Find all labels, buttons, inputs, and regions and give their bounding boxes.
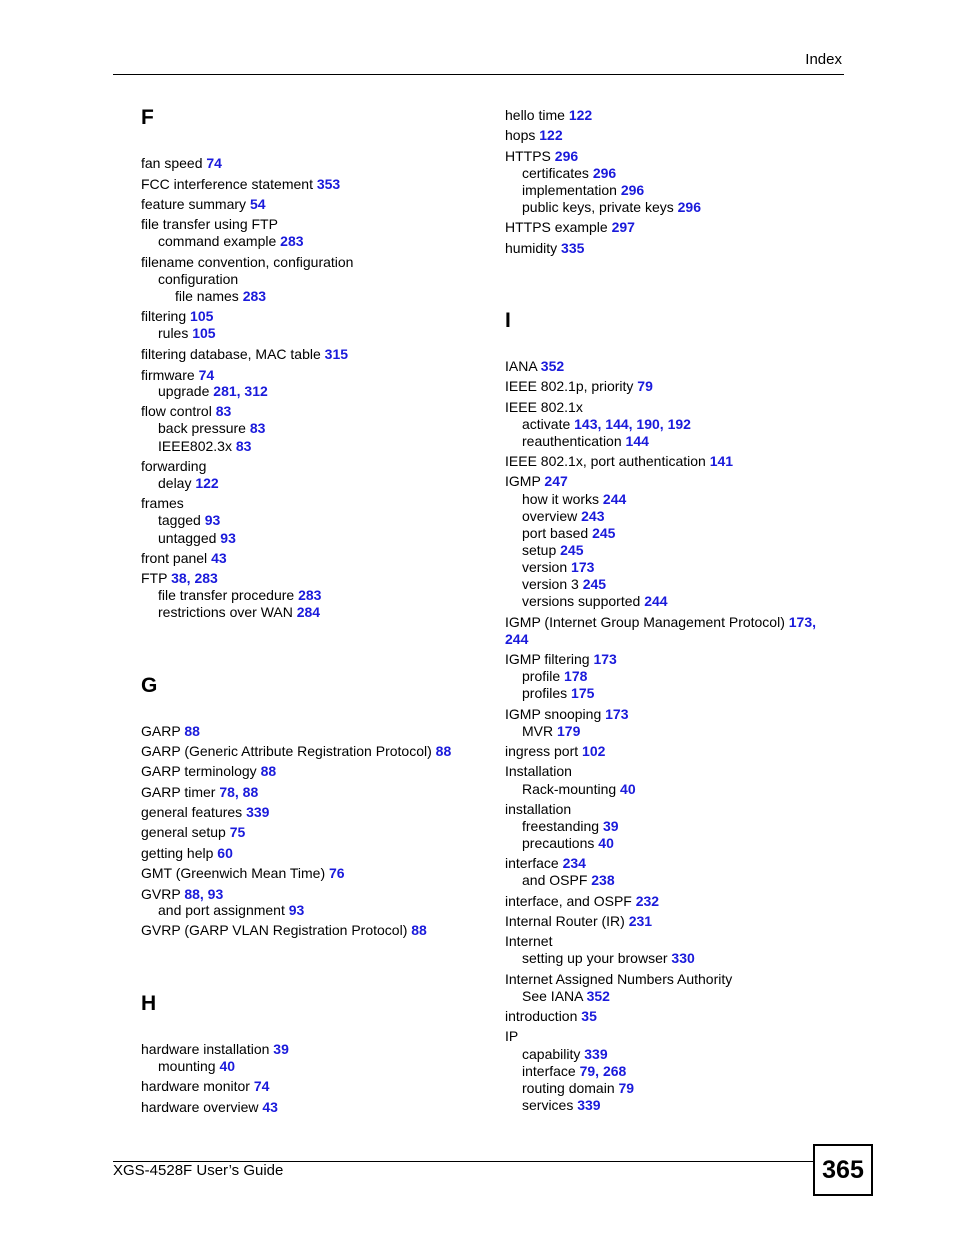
- index-term: hardware installation: [141, 1041, 274, 1057]
- page-reference-link[interactable]: 296: [554, 148, 579, 164]
- index-entry: [522, 685, 594, 702]
- index-term: port based: [522, 525, 593, 541]
- page-reference-link[interactable]: 93: [204, 512, 221, 528]
- page-reference-link[interactable]: 296: [592, 165, 617, 181]
- index-term: GARP: [141, 723, 185, 739]
- page-reference-link[interactable]: 190: [636, 416, 660, 432]
- page-reference-link[interactable]: 79: [618, 1080, 635, 1096]
- index-term: Rack-mounting: [522, 781, 621, 797]
- index-term: reauthentication: [522, 433, 626, 449]
- page-reference-link[interactable]: 243: [581, 508, 605, 524]
- index-entry: [505, 473, 568, 490]
- index-entry: [141, 804, 269, 821]
- page-reference-link[interactable]: 283: [242, 288, 267, 304]
- index-term: back pressure: [158, 420, 250, 436]
- page-reference-link[interactable]: 232: [635, 893, 660, 909]
- index-term: MVR: [522, 723, 557, 739]
- index-term: GVRP (GARP VLAN Registration Protocol): [141, 922, 412, 938]
- index-term: feature summary: [141, 196, 250, 212]
- index-term: IP: [505, 1028, 519, 1044]
- page-reference-link[interactable]: 173: [593, 651, 617, 667]
- index-entry: [141, 743, 451, 760]
- index-entry: [158, 420, 265, 437]
- page-reference-link[interactable]: 339: [246, 804, 270, 820]
- index-entry: [522, 182, 644, 199]
- index-entry: [522, 818, 619, 835]
- index-term: file names: [175, 288, 243, 304]
- index-term: interface, and OSPF: [505, 893, 636, 909]
- index-entry: [175, 288, 266, 305]
- page-reference-link[interactable]: 143: [574, 416, 598, 432]
- index-entry: [505, 933, 552, 950]
- index-entry: [141, 1078, 269, 1095]
- index-entry: [158, 271, 238, 288]
- header-rule: [113, 74, 844, 75]
- index-term: setting up your browser: [522, 950, 672, 966]
- index-term: GMT (Greenwich Mean Time): [141, 865, 330, 881]
- index-entry: [505, 763, 572, 780]
- page-reference-link[interactable]: 192: [667, 416, 691, 432]
- page-reference-link[interactable]: 296: [677, 199, 701, 215]
- index-term: filename convention, configuration: [141, 254, 354, 270]
- index-entry: [505, 614, 816, 631]
- index-term: setup: [522, 542, 561, 558]
- index-entry: [505, 706, 629, 723]
- index-entry: [158, 902, 304, 919]
- index-entry: [505, 893, 659, 910]
- index-entry: [141, 570, 218, 587]
- index-entry: [505, 1028, 518, 1045]
- page-reference-link[interactable]: 83: [235, 438, 252, 454]
- page-reference-link[interactable]: 244: [505, 631, 529, 647]
- index-entry: [505, 219, 635, 236]
- page-reference-link[interactable]: 40: [598, 835, 614, 851]
- index-entry: [522, 872, 615, 889]
- index-entry: [522, 199, 701, 216]
- page-reference-link[interactable]: 88: [242, 784, 259, 800]
- index-term: delay: [158, 475, 196, 491]
- page-reference-link[interactable]: 178: [564, 668, 588, 684]
- page-reference-link[interactable]: 173: [605, 706, 629, 722]
- index-entry: [522, 781, 636, 798]
- page-reference-link[interactable]: 231: [628, 913, 653, 929]
- index-term: See IANA: [522, 988, 587, 1004]
- index-term: IGMP: [505, 473, 545, 489]
- page-reference-link[interactable]: 315: [324, 346, 349, 362]
- index-entry: [141, 196, 266, 213]
- page-separator: ,: [597, 416, 606, 432]
- page-reference-link[interactable]: 245: [582, 576, 607, 592]
- page-reference-link[interactable]: 43: [211, 550, 227, 566]
- index-term: precautions: [522, 835, 599, 851]
- index-term: FCC interference statement: [141, 176, 317, 192]
- index-term: rules: [158, 325, 193, 341]
- index-entry: [141, 216, 278, 233]
- page-reference-link[interactable]: 43: [262, 1099, 278, 1115]
- index-term: Installation: [505, 763, 572, 779]
- page-reference-link[interactable]: 268: [602, 1063, 627, 1079]
- index-term: and OSPF: [522, 872, 592, 888]
- index-entry: [522, 593, 668, 610]
- index-entry: [505, 399, 583, 416]
- page-reference-link[interactable]: 76: [329, 865, 345, 881]
- page-reference-link[interactable]: 335: [561, 240, 585, 256]
- index-entry: [522, 165, 616, 182]
- page-reference-link[interactable]: 339: [577, 1097, 601, 1113]
- index-entry: [505, 913, 652, 930]
- index-entry: [522, 433, 649, 450]
- page-reference-link[interactable]: 102: [582, 743, 606, 759]
- page-reference-link[interactable]: 330: [671, 950, 695, 966]
- index-term: hello time: [505, 107, 569, 123]
- index-term: firmware: [141, 367, 199, 383]
- index-term: interface: [522, 1063, 580, 1079]
- page-reference-link[interactable]: 39: [602, 818, 619, 834]
- index-entry: [505, 1008, 597, 1025]
- index-term: introduction: [505, 1008, 582, 1024]
- index-term: implementation: [522, 182, 621, 198]
- page-separator: ,: [659, 416, 668, 432]
- index-term: overview: [522, 508, 582, 524]
- index-entry: [505, 855, 586, 872]
- page-reference-link[interactable]: 88: [184, 723, 200, 739]
- index-term: FTP: [141, 570, 172, 586]
- index-term: untagged: [158, 530, 221, 546]
- page-separator: ,: [199, 886, 208, 902]
- index-term: humidity: [505, 240, 562, 256]
- index-term: installation: [505, 801, 572, 817]
- index-term: fan speed: [141, 155, 207, 171]
- page-reference-link[interactable]: 141: [709, 453, 734, 469]
- index-term: configuration: [158, 271, 239, 287]
- page-reference-link[interactable]: 74: [253, 1078, 270, 1094]
- index-letter-heading: F: [141, 106, 154, 129]
- page-reference-link[interactable]: 79: [579, 1063, 596, 1079]
- index-letter-heading: H: [141, 992, 157, 1015]
- index-term: profile: [522, 668, 565, 684]
- index-entry: [522, 1046, 608, 1063]
- page-reference-link[interactable]: 247: [544, 473, 568, 489]
- index-entry: [158, 604, 320, 621]
- page-reference-link[interactable]: 93: [207, 886, 224, 902]
- page-reference-link[interactable]: 297: [611, 219, 635, 235]
- index-entry: [522, 988, 610, 1005]
- index-entry: [505, 107, 592, 124]
- index-term: HTTPS: [505, 148, 555, 164]
- page-reference-link[interactable]: 40: [620, 781, 636, 797]
- page-separator: ,: [186, 570, 195, 586]
- index-term: Internal Router (IR): [505, 913, 629, 929]
- index-term: and port assignment: [158, 902, 289, 918]
- index-entry: [141, 495, 184, 512]
- index-term: certificates: [522, 165, 593, 181]
- index-term: GARP (Generic Attribute Registration Protocol): [141, 743, 436, 759]
- index-term: file transfer procedure: [158, 587, 299, 603]
- index-entry: [522, 1097, 601, 1114]
- index-term: profiles: [522, 685, 572, 701]
- index-term: IEEE 802.1x: [505, 399, 583, 415]
- index-entry: [141, 346, 348, 363]
- index-entry: [522, 416, 691, 433]
- page-reference-link[interactable]: 93: [220, 530, 236, 546]
- index-term: getting help: [141, 845, 218, 861]
- index-entry: [141, 155, 222, 172]
- page-reference-link[interactable]: 281: [213, 383, 237, 399]
- page-reference-link[interactable]: 88: [184, 886, 200, 902]
- index-entry: [522, 950, 695, 967]
- page-reference-link[interactable]: 238: [591, 872, 615, 888]
- index-entry: [158, 475, 219, 492]
- index-entry: [522, 525, 615, 542]
- page-reference-link[interactable]: 353: [316, 176, 341, 192]
- page-reference-link[interactable]: 78: [219, 784, 235, 800]
- index-entry: [141, 845, 233, 862]
- index-entry: [158, 438, 251, 455]
- index-entry: [141, 824, 245, 841]
- index-term: GARP terminology: [141, 763, 261, 779]
- page-reference-link[interactable]: 245: [592, 525, 616, 541]
- index-term: IGMP filtering: [505, 651, 594, 667]
- page-reference-link[interactable]: 296: [620, 182, 645, 198]
- index-entry: [505, 743, 605, 760]
- index-term: version 3: [522, 576, 583, 592]
- page-reference-link[interactable]: 352: [586, 988, 610, 1004]
- page-reference-link[interactable]: 234: [562, 855, 586, 871]
- page-reference-link[interactable]: 175: [571, 685, 595, 701]
- index-term: restrictions over WAN: [158, 604, 297, 620]
- index-entry: [158, 325, 216, 342]
- index-term: ingress port: [505, 743, 583, 759]
- index-term: Internet Assigned Numbers Authority: [505, 971, 733, 987]
- index-entry: [141, 254, 353, 271]
- index-entry: [141, 1041, 289, 1058]
- index-term: GARP timer: [141, 784, 220, 800]
- index-term: Internet: [505, 933, 553, 949]
- index-term: command example: [158, 233, 281, 249]
- index-term: forwarding: [141, 458, 207, 474]
- index-term: hardware monitor: [141, 1078, 254, 1094]
- page-separator: ,: [234, 784, 243, 800]
- page-reference-link[interactable]: 54: [249, 196, 266, 212]
- index-entry: [505, 358, 564, 375]
- index-entry: [141, 458, 206, 475]
- page-separator: ,: [236, 383, 245, 399]
- index-term: interface: [505, 855, 563, 871]
- page-reference-link[interactable]: 60: [217, 845, 233, 861]
- index-term: flow control: [141, 403, 216, 419]
- index-entry: [522, 508, 605, 525]
- index-term: IEEE 802.1p, priority: [505, 378, 638, 394]
- index-entry: [141, 886, 223, 903]
- page-reference-link[interactable]: 93: [288, 902, 305, 918]
- page-reference-link[interactable]: 283: [194, 570, 218, 586]
- page-reference-link[interactable]: 179: [557, 723, 581, 739]
- page-reference-link[interactable]: 173: [571, 559, 595, 575]
- index-entry: [522, 1063, 626, 1080]
- page-separator: ,: [628, 416, 637, 432]
- page-reference-link[interactable]: 79: [637, 378, 653, 394]
- index-entry: [505, 971, 732, 988]
- index-term: public keys, private keys: [522, 199, 678, 215]
- index-term: front panel: [141, 550, 212, 566]
- index-term: IEEE 802.1x, port authentication: [505, 453, 710, 469]
- index-term: IGMP (Internet Group Management Protocol): [505, 614, 789, 630]
- page-number: 365: [813, 1144, 873, 1196]
- page-separator: ,: [812, 614, 817, 630]
- index-entry: [505, 651, 617, 668]
- index-entry: [141, 550, 227, 567]
- index-entry: [158, 233, 304, 250]
- index-term: general setup: [141, 824, 230, 840]
- index-term: freestanding: [522, 818, 603, 834]
- index-entry: [158, 383, 268, 400]
- page-reference-link[interactable]: 339: [584, 1046, 608, 1062]
- index-term: filtering database, MAC table: [141, 346, 325, 362]
- index-entry: [505, 801, 571, 818]
- page-reference-link[interactable]: 74: [206, 155, 222, 171]
- page-separator: ,: [595, 1063, 603, 1079]
- index-term: services: [522, 1097, 578, 1113]
- page-reference-link[interactable]: 122: [539, 127, 563, 143]
- index-entry: [505, 453, 733, 470]
- index-entry: [141, 723, 200, 740]
- index-entry: [158, 512, 220, 529]
- page-reference-link[interactable]: 88: [411, 922, 427, 938]
- index-entry: [141, 784, 258, 801]
- index-entry: [505, 378, 653, 395]
- index-entry: [158, 587, 321, 604]
- page-reference-link[interactable]: 105: [190, 308, 214, 324]
- index-entry: [505, 240, 584, 257]
- index-entry: [505, 631, 528, 648]
- index-term: tagged: [158, 512, 205, 528]
- index-term: file transfer using FTP: [141, 216, 278, 232]
- page-reference-link[interactable]: 122: [568, 107, 593, 123]
- index-entry: [522, 1080, 634, 1097]
- index-entry: [141, 922, 427, 939]
- index-term: versions supported: [522, 593, 645, 609]
- index-entry: [158, 1058, 235, 1075]
- page-reference-link[interactable]: 88: [260, 763, 277, 779]
- page-reference-link[interactable]: 173: [788, 614, 813, 630]
- page-reference-link[interactable]: 283: [280, 233, 304, 249]
- index-entry: [522, 542, 584, 559]
- page-reference-link[interactable]: 283: [298, 587, 322, 603]
- page-reference-link[interactable]: 122: [195, 475, 219, 491]
- index-term: IEEE802.3x: [158, 438, 236, 454]
- page-reference-link[interactable]: 40: [219, 1058, 236, 1074]
- index-entry: [522, 668, 587, 685]
- running-header-section: Index: [805, 51, 842, 68]
- page-reference-link[interactable]: 244: [644, 593, 668, 609]
- index-entry: [141, 176, 340, 193]
- index-entry: [522, 559, 594, 576]
- index-term: HTTPS example: [505, 219, 612, 235]
- index-term: GVRP: [141, 886, 185, 902]
- page-reference-link[interactable]: 244: [602, 491, 627, 507]
- page-reference-link[interactable]: 75: [229, 824, 246, 840]
- page-reference-link[interactable]: 35: [581, 1008, 597, 1024]
- index-letter-heading: G: [141, 674, 158, 697]
- index-entry: [141, 1099, 278, 1116]
- index-term: hops: [505, 127, 540, 143]
- page-reference-link[interactable]: 312: [244, 383, 268, 399]
- index-entry: [505, 127, 563, 144]
- index-entry: [141, 763, 276, 780]
- index-entry: [158, 530, 236, 547]
- index-term: how it works: [522, 491, 603, 507]
- page-reference-link[interactable]: 245: [560, 542, 584, 558]
- page-reference-link[interactable]: 39: [273, 1041, 289, 1057]
- index-term: capability: [522, 1046, 585, 1062]
- page-reference-link[interactable]: 74: [198, 367, 215, 383]
- index-entry: [141, 865, 345, 882]
- index-entry: [141, 403, 231, 420]
- page-reference-link[interactable]: 83: [215, 403, 232, 419]
- index-entry: [141, 308, 213, 325]
- index-term: routing domain: [522, 1080, 619, 1096]
- index-term: activate: [522, 416, 575, 432]
- page-reference-link[interactable]: 88: [435, 743, 452, 759]
- index-entry: [522, 723, 580, 740]
- guide-title: XGS-4528F User’s Guide: [113, 1162, 284, 1179]
- page-reference-link[interactable]: 352: [540, 358, 565, 374]
- index-term: hardware overview: [141, 1099, 263, 1115]
- index-term: frames: [141, 495, 184, 511]
- index-term: IANA: [505, 358, 541, 374]
- index-term: IGMP snooping: [505, 706, 606, 722]
- index-letter-heading: I: [505, 309, 511, 332]
- page-reference-link[interactable]: 144: [605, 416, 629, 432]
- index-entry: [522, 491, 626, 508]
- page-reference-link[interactable]: 83: [249, 420, 266, 436]
- index-term: version: [522, 559, 572, 575]
- index-term: mounting: [158, 1058, 220, 1074]
- page-reference-link[interactable]: 105: [192, 325, 216, 341]
- page-reference-link[interactable]: 38: [171, 570, 187, 586]
- index-entry: [522, 576, 606, 593]
- page-reference-link[interactable]: 144: [625, 433, 649, 449]
- index-entry: [522, 835, 614, 852]
- index-entry: [505, 148, 578, 165]
- index-entry: [141, 367, 214, 384]
- index-term: filtering: [141, 308, 191, 324]
- page-reference-link[interactable]: 284: [296, 604, 321, 620]
- index-term: upgrade: [158, 383, 214, 399]
- index-term: general features: [141, 804, 247, 820]
